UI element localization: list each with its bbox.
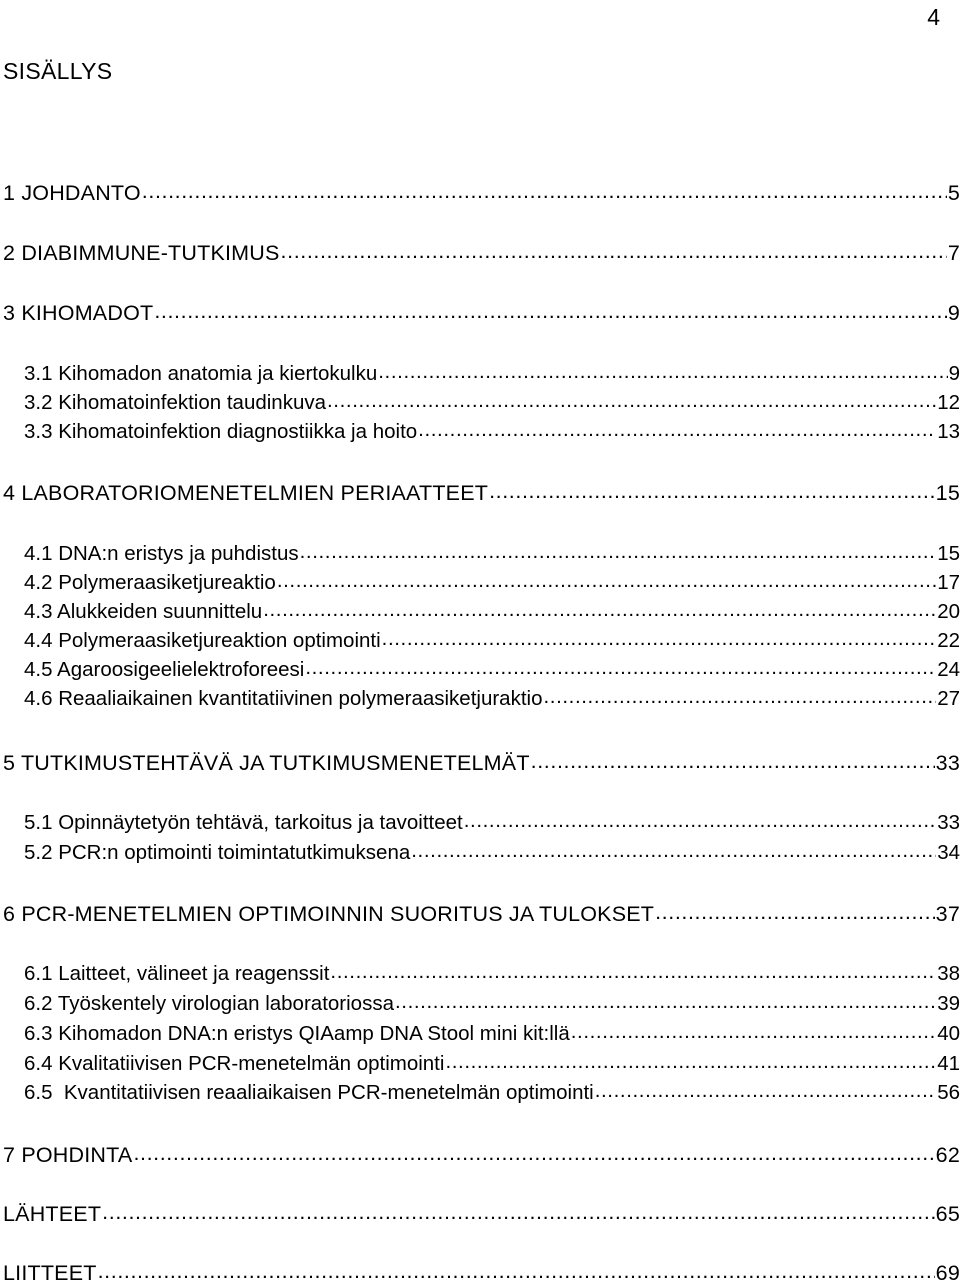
toc-entry-page: 15 bbox=[935, 481, 960, 505]
toc-entry-tutkimustehtava-ja-tutkimusmenetelmat[interactable] bbox=[3, 750, 960, 776]
dot-leader bbox=[395, 989, 936, 1015]
toc-entry-lahteet[interactable] bbox=[3, 1201, 960, 1227]
toc-entry-title: 3.1 Kihomadon anatomia ja kiertokulku bbox=[24, 362, 378, 385]
dot-leader bbox=[305, 655, 936, 681]
toc-entry-4-5[interactable] bbox=[24, 657, 960, 683]
toc-entry-page: 69 bbox=[935, 1261, 960, 1285]
dot-leader bbox=[378, 359, 947, 385]
dot-leader bbox=[142, 178, 947, 204]
page-number: 4 bbox=[927, 4, 940, 30]
toc-entry-title: 4.4 Polymeraasiketjureaktion optimointi bbox=[24, 629, 381, 652]
toc-entry-diabimmune-tutkimus[interactable] bbox=[3, 240, 960, 266]
dot-leader bbox=[382, 626, 937, 652]
page-title: SISÄLLYS bbox=[3, 58, 113, 84]
toc-entry-title: LIITTEET bbox=[3, 1261, 97, 1285]
toc-entry-page: 34 bbox=[937, 841, 960, 864]
toc-entry-5-2[interactable] bbox=[24, 840, 960, 866]
toc-entry-page: 33 bbox=[937, 811, 960, 834]
dot-leader bbox=[330, 959, 936, 985]
dot-leader bbox=[418, 417, 936, 443]
toc-entry-6-3[interactable] bbox=[24, 1021, 960, 1047]
toc-entry-title: 4.3 Alukkeiden suunnittelu bbox=[24, 600, 263, 623]
toc-entry-title: 3 KIHOMADOT bbox=[3, 301, 154, 325]
toc-entry-6-4[interactable] bbox=[24, 1051, 960, 1077]
toc-entry-title: 5.1 Opinnäytetyön tehtävä, tarkoitus ja tavoitteet bbox=[24, 811, 463, 834]
dot-leader bbox=[281, 238, 947, 264]
toc-entry-3-2[interactable] bbox=[24, 390, 960, 416]
toc-entry-page: 7 bbox=[947, 241, 960, 265]
toc-entry-3-1[interactable] bbox=[24, 361, 960, 387]
toc-entry-4-2[interactable] bbox=[24, 570, 960, 596]
toc-entry-page: 40 bbox=[937, 1022, 960, 1045]
dot-leader bbox=[154, 298, 947, 324]
toc-entry-title: 7 POHDINTA bbox=[3, 1143, 133, 1167]
toc-entry-title: 5 TUTKIMUSTEHTÄVÄ JA TUTKIMUSMENETELMÄT bbox=[3, 751, 530, 775]
dot-leader bbox=[98, 1258, 935, 1284]
toc-entry-pohdinta[interactable] bbox=[3, 1142, 960, 1168]
toc-entry-title: 2 DIABIMMUNE-TUTKIMUS bbox=[3, 241, 280, 265]
toc-entry-page: 38 bbox=[937, 962, 960, 985]
dot-leader bbox=[489, 478, 935, 504]
dot-leader bbox=[411, 838, 936, 864]
toc-entry-page: 27 bbox=[937, 687, 960, 710]
toc-entry-title: 4 LABORATORIOMENETELMIEN PERIAATTEET bbox=[3, 481, 489, 505]
toc-entry-pcr-menetelmien-optimoinnin-suoritus[interactable] bbox=[3, 901, 960, 927]
toc-entry-page: 65 bbox=[935, 1202, 960, 1226]
dot-leader bbox=[595, 1078, 936, 1104]
toc-entry-page: 5 bbox=[947, 181, 960, 205]
toc-entry-page: 37 bbox=[935, 902, 960, 926]
dot-leader bbox=[327, 388, 936, 414]
toc-entry-page: 12 bbox=[937, 391, 960, 414]
dot-leader bbox=[571, 1019, 936, 1045]
toc-entry-page: 33 bbox=[935, 751, 960, 775]
toc-entry-title: 4.2 Polymeraasiketjureaktio bbox=[24, 571, 276, 594]
toc-entry-page: 17 bbox=[937, 571, 960, 594]
toc-entry-title: 3.2 Kihomatoinfektion taudinkuva bbox=[24, 391, 327, 414]
toc-entry-page: 24 bbox=[937, 658, 960, 681]
toc-entry-title: 6.3 Kihomadon DNA:n eristys QIAamp DNA Stool mini kit:llä bbox=[24, 1022, 570, 1045]
toc-entry-page: 56 bbox=[937, 1081, 960, 1104]
dot-leader bbox=[277, 568, 936, 594]
toc-entry-title: LÄHTEET bbox=[3, 1202, 102, 1226]
toc-entry-4-6[interactable] bbox=[24, 686, 960, 712]
toc-entry-laboratoriomenetelmien-periaatteet[interactable] bbox=[3, 480, 960, 506]
toc-entry-page: 41 bbox=[937, 1052, 960, 1075]
toc-entry-page: 13 bbox=[937, 420, 960, 443]
toc-entry-page: 22 bbox=[937, 629, 960, 652]
toc-entry-title: 6.4 Kvalitatiivisen PCR-menetelmän optimointi bbox=[24, 1052, 445, 1075]
dot-leader bbox=[464, 808, 936, 834]
toc-entry-page: 62 bbox=[935, 1143, 960, 1167]
dot-leader bbox=[655, 899, 935, 925]
toc-entry-title: 4.5 Agaroosigeelielektroforeesi bbox=[24, 658, 305, 681]
toc-entry-title: 5.2 PCR:n optimointi toimintatutkimuksena bbox=[24, 841, 411, 864]
toc-entry-5-1[interactable] bbox=[24, 810, 960, 836]
toc-entry-4-1[interactable] bbox=[24, 541, 960, 567]
toc-entry-page: 20 bbox=[937, 600, 960, 623]
toc-entry-title: 6.5 Kvantitatiivisen reaaliaikaisen PCR-menetelmän optimointi bbox=[24, 1081, 594, 1104]
toc-entry-6-1[interactable] bbox=[24, 961, 960, 987]
toc-entry-title: 1 JOHDANTO bbox=[3, 181, 141, 205]
toc-entry-title: 6.2 Työskentely virologian laboratoriossa bbox=[24, 992, 394, 1015]
toc-entry-6-2[interactable] bbox=[24, 991, 960, 1017]
toc-entry-4-4[interactable] bbox=[24, 628, 960, 654]
toc-entry-title: 3.3 Kihomatoinfektion diagnostiikka ja hoito bbox=[24, 420, 418, 443]
dot-leader bbox=[531, 748, 935, 774]
toc-entry-title: 6 PCR-MENETELMIEN OPTIMOINNIN SUORITUS JA TULOKSET bbox=[3, 902, 655, 926]
toc-entry-page: 15 bbox=[937, 542, 960, 565]
dot-leader bbox=[263, 597, 936, 623]
toc-entry-title: 4.1 DNA:n eristys ja puhdistus bbox=[24, 542, 299, 565]
toc-entry-4-3[interactable] bbox=[24, 599, 960, 625]
dot-leader bbox=[445, 1049, 936, 1075]
toc-entry-3-3[interactable] bbox=[24, 419, 960, 445]
toc-entry-6-5[interactable] bbox=[24, 1080, 960, 1106]
dot-leader bbox=[102, 1199, 935, 1225]
toc-entry-page: 39 bbox=[937, 992, 960, 1015]
toc-entry-page: 9 bbox=[947, 301, 960, 325]
toc-entry-liitteet[interactable] bbox=[3, 1260, 960, 1286]
dot-leader bbox=[300, 539, 937, 565]
toc-entry-page: 9 bbox=[948, 362, 960, 385]
toc-entry-title: 4.6 Reaaliaikainen kvantitatiivinen polymeraasiketjuraktio bbox=[24, 687, 543, 710]
toc-entry-kihomadot[interactable] bbox=[3, 300, 960, 326]
dot-leader bbox=[133, 1140, 934, 1166]
dot-leader bbox=[543, 684, 936, 710]
toc-entry-johdanto[interactable] bbox=[3, 180, 960, 206]
toc-entry-title: 6.1 Laitteet, välineet ja reagenssit bbox=[24, 962, 330, 985]
